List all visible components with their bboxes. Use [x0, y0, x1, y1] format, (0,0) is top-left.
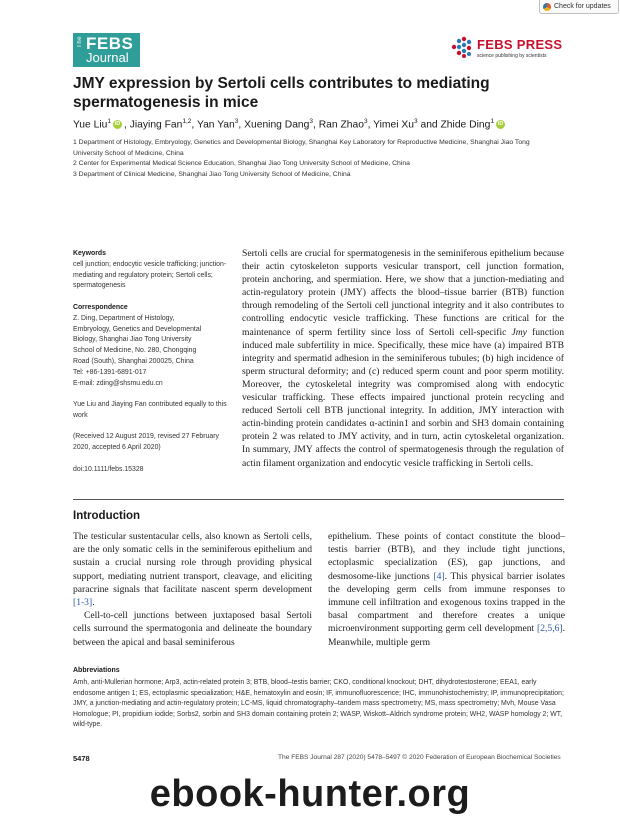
check-for-updates-label: Check for updates — [554, 2, 611, 10]
author[interactable]: Jiaying Fan — [129, 119, 183, 131]
publisher-name: FEBS PRESS — [477, 37, 563, 52]
correspondence-block — [73, 303, 231, 389]
author[interactable]: Ran Zhao — [318, 119, 364, 131]
author-list: Yue Liu$^1$ iD , Jiaying Fan$^{1,2}$, Yan Yan$^3$, Xuening Dang$^3$, Ran Zhao$^3$, Yimei Xu$^3$ and Zhide Ding$^1$ iD — [73, 118, 504, 131]
received-dates: (Received 12 August 2019, revised 27 February 2020, accepted 6 April 2020) — [73, 433, 219, 451]
paragraph-text: epithelium. These points of contact constitute the blood–testis barrier (BTB), and they include tight junctions, ectoplasmic specialization (ES), gap junctions, and desmosome-like junctions — [328, 531, 565, 582]
febs-press-dots-icon — [450, 35, 474, 59]
keywords-heading: Keywords — [73, 250, 106, 257]
author[interactable]: Yue Liu — [73, 119, 108, 131]
keywords-text: cell junction; endocytic vesicle trafficking; junction-mediating and regulatory protein; Sertoli cells; spermatogenesis — [73, 260, 227, 290]
introduction-right-column — [328, 530, 565, 649]
author-affiliation-marker: 3 — [363, 118, 368, 125]
author-affiliation-marker: 3 — [413, 118, 418, 125]
logo-febs: FEBS — [86, 34, 134, 53]
abbreviations-text: Amh, anti-Mullerian hormone; Arp3, actin-related protein 3; BTB, blood–testis barrier; CKO, conditional knockout; DHT, dihydrotestosterone; EEA1, early endosome antigen 1; ES, ectoplasmic specialization; H&E, hematoxylin and eosin; IF, immunofluorescence; IHC, immunohistochemistry; IP, immunoprecipitation; JMY, a junction-mediating and actin-regulatory protein; LC-MS, liquid chromatography–tandem mass spectrometry; MS, mass spectrometry; Mvh, Mouse Vasa Homologue; PI, propidium iodide; Sorbs2, sorbin and SH3 domain containing protein 2; WASP, Wiskott–Aldrich syndrome protein; WH2, WASP homology 2; WT, wild-type. — [73, 679, 564, 729]
correspondence-phone: Tel: +86-1391-6891-017 — [73, 368, 147, 376]
correspondence-line: Z. Ding, Department of Histology, — [73, 314, 175, 322]
section-divider — [73, 499, 564, 500]
orcid-icon[interactable]: iD — [114, 121, 121, 128]
affiliation-3: 3 Department of Clinical Medicine, Shanghai Jiao Tong University School of Medicine, China — [73, 171, 351, 178]
author-affiliation-marker: 3 — [234, 118, 239, 125]
introduction-left-column — [73, 530, 312, 649]
crossmark-icon — [543, 3, 551, 11]
paragraph — [328, 530, 565, 649]
paragraph — [73, 530, 312, 609]
journal-citation: The FEBS Journal 287 (2020) 5478–5497 © 2020 Federation of European Biochemical Societies — [278, 754, 561, 761]
correspondence-line: Road (South), Shanghai 200025, China — [73, 357, 194, 365]
logo-journal: Journal — [86, 50, 129, 65]
author-affiliation-marker: 1 — [490, 118, 494, 125]
publisher-tagline: science publishing by scientists — [477, 53, 547, 59]
article-title: JMY expression by Sertoli cells contributes to mediating spermatogenesis in mice — [73, 75, 490, 111]
watermark: ebook-hunter.org — [149, 773, 471, 815]
journal-logo — [73, 33, 140, 67]
page-number: 5478 — [73, 754, 90, 763]
correspondence-line: Biology, Shanghai Jiao Tong University — [73, 336, 192, 344]
citation-link[interactable]: [1-3] — [73, 597, 93, 609]
correspondence-line: School of Medicine, No. 280, Chongqing — [73, 347, 197, 355]
affiliation-2: 2 Center for Experimental Medical Science Education, Shanghai Jiao Tong University School of Medicine, China — [73, 160, 410, 167]
paragraph-text: . Meanwhile, multiple germ — [328, 623, 565, 648]
author[interactable]: Yimei Xu — [373, 119, 414, 131]
introduction-heading: Introduction — [73, 510, 141, 522]
abstract-text: Sertoli cells are crucial for spermatogenesis in the seminiferous epithelium because their actin cytoskeleton supports vesicular transport, cell junction formation, protein anchoring, and spermiation. Here, we show that a junction-mediating and actin-regulatory protein (JMY) affects the blood–tissue barrier (BTB) function through remodeling of the Sertoli cell junctional integrity and it also contributes to controlling endocytic vesicle trafficking. These functions are critical for the maintenance of sperm fertility since loss of Sertoli cell-specific — [242, 248, 564, 338]
orcid-icon[interactable]: iD — [497, 121, 504, 128]
author-affiliation-marker: 3 — [309, 118, 314, 125]
abstract-text: function induced male subfertility in mice. Specifically, these mice have (a) impaired BTB integrity and spermatid adhesion in the seminiferous tubules; (b) high incidence of sperm structural deformity; and (c) reduced sperm count and poor sperm motility. Moreover, the cytoskeletal integrity was compromised along with endocytic vesicular trafficking. These effects impaired junctional protein recycling and reduced Sertoli cell BTB junctional integrity. In addition, JMY interaction with actin-binding protein candidates α-actinin1 and sorbin and SH3 domain containing protein 2 was related to JMY activity, and in turn, actin cytoskeletal organization. In summary, JMY affects the control of spermatogenesis through the regulation of actin filament organization and endocytic vesicle trafficking in Sertoli cells. — [242, 326, 565, 469]
paragraph-text: . This physical barrier isolates the developing germ cells from immune responses to immune cell infiltration and exogenous toxins trapped in the basal compartment and therefore creates a unique microenvironment supporting germ cell development — [328, 570, 566, 635]
paragraph-text: The testicular sustentacular cells, also known as Sertoli cells, are the only somatic cells in the seminiferous epithelium and sustain a crucial nursing role through providing physical support, mediating nutrient transport, cleavage, and eliciting paracrine signals that facilitate nascent sperm development — [73, 531, 312, 595]
author-affiliation-marker: 1 — [107, 118, 111, 125]
abbreviations-heading: Abbreviations — [73, 667, 120, 674]
citation-link[interactable]: [2,5,6] — [537, 623, 563, 635]
paragraph-text: . — [92, 597, 95, 609]
doi[interactable]: doi:10.1111/febs.15328 — [73, 466, 144, 473]
correspondence-email[interactable]: E-mail: zding@shsmu.edu.cn — [73, 379, 163, 387]
abstract-gene-name: Jmy — [511, 326, 527, 338]
citation-link[interactable]: [4] — [433, 570, 445, 582]
correspondence-line: Embryology, Genetics and Developmental — [73, 325, 202, 333]
check-for-updates-button[interactable] — [539, 0, 619, 14]
contribution-note: Yue Liu and Jiaying Fan contributed equally to this work — [73, 401, 227, 419]
author[interactable]: Yan Yan — [196, 119, 235, 131]
keywords-block — [73, 249, 231, 292]
logo-the: The — [77, 36, 83, 48]
correspondence-heading: Correspondence — [73, 304, 128, 311]
paragraph: Cell-to-cell junctions between juxtaposed basal Sertoli cells surround the spermatogonia and delineate the boundary between the apical and basal seminiferous — [73, 610, 312, 648]
author[interactable]: Xuening Dang — [244, 119, 310, 131]
author-affiliation-marker: 1,2 — [182, 118, 192, 125]
abstract — [242, 247, 564, 470]
author[interactable]: Zhide Ding — [440, 119, 491, 131]
affiliation-1: 1 Department of Histology, Embryology, Genetics and Developmental Biology, Shanghai Key Laboratory for Reproductive Medicine, Shanghai Jiao Tong University School of Medicine, China — [73, 139, 530, 157]
